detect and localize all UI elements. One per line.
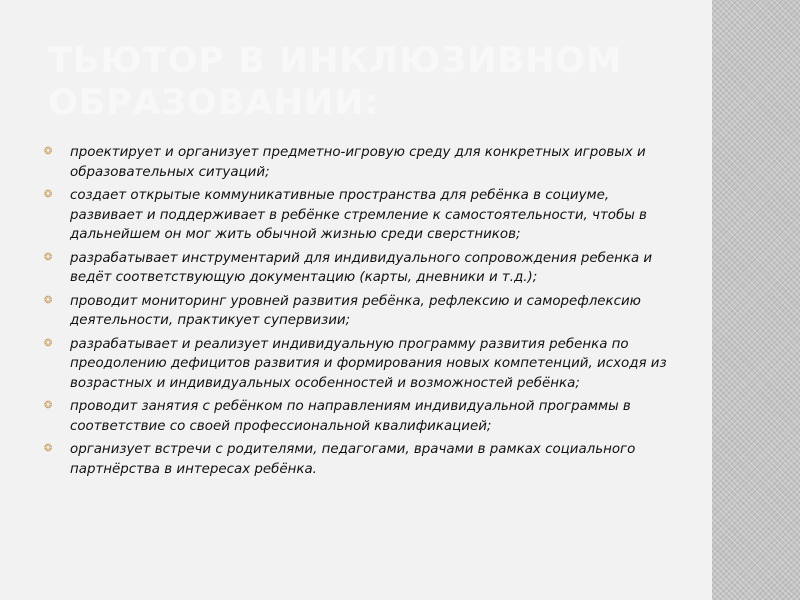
bullet-text: проводит мониторинг уровней развития ребёнка, рефлексию и саморефлексию деятельности, практикует супервизии; [70, 293, 641, 328]
bullet-item-2 [44, 186, 672, 245]
bullet-icon: ❂ [44, 251, 53, 263]
bullet-text: разрабатывает инструментарий для индивидуального сопровождения ребенка и ведёт соответствующую документацию (карты, дневники и т.д.); [70, 250, 653, 285]
bullet-item-4 [44, 292, 672, 331]
bullet-text: проводит занятия с ребёнком по направлениям индивидуальной программы в соответствие со своей профессиональной квалификацией; [70, 399, 631, 434]
bullet-item-6 [44, 397, 672, 436]
bullet-text: проектирует и организует предметно-игровую среду для конкретных игровых и образовательных ситуаций; [70, 145, 646, 180]
bullet-icon: ❂ [44, 146, 53, 157]
bullet-item-7 [44, 440, 672, 479]
slide-title: ТЬЮТОР В ИНКЛЮЗИВНОМ ОБРАЗОВАНИИ: [48, 41, 623, 123]
bullet-icon: ❂ [44, 294, 53, 306]
bullet-icon: ❂ [44, 400, 53, 411]
bullet-icon: ❂ [44, 189, 53, 200]
bullet-item-1 [44, 143, 672, 182]
bullet-item-5 [44, 335, 672, 394]
bullet-text: разрабатывает и реализует индивидуальную программу развития ребенка по преодолению дефицитов развития и формирования новых компетенций, исходя из возрастных и индивидуальных особенностей и возможностей ребёнка; [70, 336, 667, 391]
bullet-item-3 [44, 249, 672, 288]
bullet-list [44, 143, 672, 483]
side-decorative-band [712, 0, 800, 600]
bullet-icon: ❂ [44, 337, 53, 349]
bullet-text: организует встречи с родителями, педагогами, врачами в рамках социального партнёрства в интересах ребёнка. [70, 442, 636, 477]
bullet-text: создает открытые коммуникативные пространства для ребёнка в социуме, развивает и поддерживает в ребёнке стремление к самостоятельности, чтобы в дальнейшем он мог жить обычной жизнью среди сверстников; [70, 188, 647, 242]
bullet-icon: ❂ [44, 443, 53, 454]
